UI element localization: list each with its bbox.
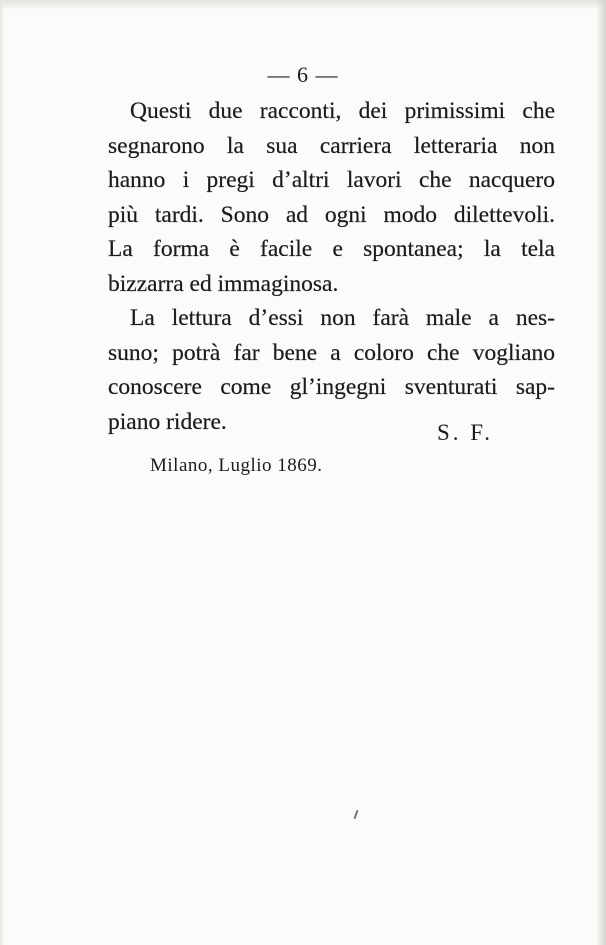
page-left-edge: [0, 0, 4, 945]
text-line: bizzarra ed immaginosa.: [108, 270, 339, 297]
text-line: suno; potrà far bene a coloro che vogliano: [108, 339, 555, 366]
page-number: — 6 —: [267, 62, 339, 87]
text-line: piano ridere.: [108, 408, 227, 435]
preface-text: [108, 94, 555, 439]
text-line: Questi due racconti, dei primissimi che: [130, 98, 555, 124]
page-top-edge: [0, 0, 606, 10]
place-date-line: Milano, Luglio 1869.: [150, 455, 323, 476]
text-line: La lettura d’essi non farà male a nes-: [130, 305, 555, 331]
paper-speck: [354, 810, 359, 819]
author-signature: S. F.: [437, 420, 493, 445]
text-line: conoscere come gl’ingegni sventurati sap-: [108, 374, 555, 400]
text-line: La forma è facile e spontanea; la tela: [108, 236, 555, 262]
text-line: hanno i pregi d’altri lavori che nacquero: [108, 167, 555, 193]
text-line: segnarono la sua carriera letteraria non: [108, 132, 555, 159]
page-right-edge: [596, 0, 606, 945]
text-line: più tardi. Sono ad ogni modo dilettevoli.: [108, 201, 555, 228]
